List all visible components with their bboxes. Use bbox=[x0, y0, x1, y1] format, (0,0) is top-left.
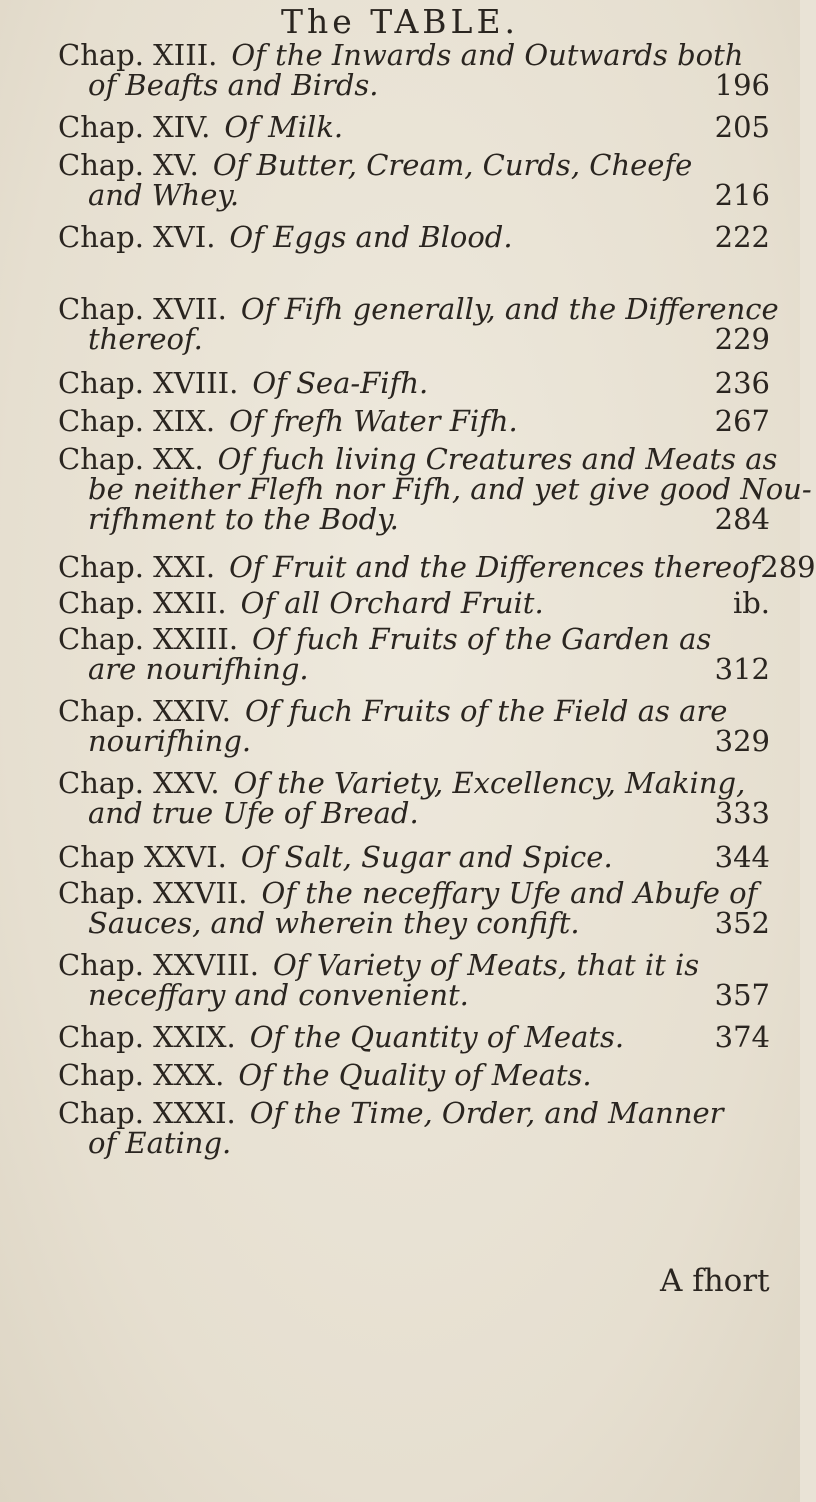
toc-line bbox=[58, 876, 770, 910]
toc-line bbox=[58, 220, 770, 254]
toc-line bbox=[58, 550, 816, 584]
toc-line bbox=[58, 68, 770, 102]
chapter-number: Chap. XXIV. bbox=[58, 694, 231, 728]
chapter-title: Of fuch Fruits of the Garden as bbox=[252, 622, 712, 656]
toc-entry bbox=[58, 586, 770, 620]
chapter-title: are nourifhing. bbox=[88, 652, 309, 686]
page-number: 344 bbox=[714, 840, 770, 874]
chapter-number: Chap. XVII. bbox=[58, 292, 227, 326]
chapter-title: Of the Time, Order, and Manner bbox=[249, 1096, 724, 1130]
toc-line bbox=[58, 796, 770, 830]
toc-line bbox=[58, 442, 778, 476]
chapter-title: Of Butter, Cream, Curds, Cheefe bbox=[212, 148, 693, 182]
toc-line bbox=[58, 110, 770, 144]
toc-line bbox=[58, 366, 770, 400]
page-number: 236 bbox=[714, 366, 770, 400]
chapter-title: and Whey. bbox=[88, 178, 240, 212]
chapter-title: of Beafts and Birds. bbox=[88, 68, 379, 102]
toc-entry bbox=[58, 694, 770, 758]
toc-line bbox=[58, 178, 770, 212]
chapter-title: Of the Quantity of Meats. bbox=[249, 1020, 625, 1054]
toc-entry bbox=[58, 766, 770, 830]
toc-entry bbox=[58, 876, 770, 940]
page-number: 229 bbox=[714, 322, 770, 356]
page-header: The TABLE. bbox=[280, 2, 520, 41]
toc-line bbox=[58, 906, 770, 940]
chapter-title: Of Fifh generally, and the Difference bbox=[240, 292, 779, 326]
chapter-title: Of the Quality of Meats. bbox=[238, 1058, 592, 1092]
toc-line bbox=[58, 766, 770, 800]
chapter-number: Chap. XX. bbox=[58, 442, 204, 476]
toc-entry bbox=[58, 1020, 770, 1054]
chapter-title: Of fuch living Creatures and Meats as bbox=[217, 442, 778, 476]
chapter-title: Of the Variety, Excellency, Making, bbox=[233, 766, 746, 800]
chapter-title: and true Ufe of Bread. bbox=[88, 796, 419, 830]
toc-entry bbox=[58, 110, 770, 144]
toc-entry bbox=[58, 366, 770, 400]
chapter-number: Chap. XVI. bbox=[58, 220, 216, 254]
catchword: A fhort bbox=[660, 1263, 770, 1299]
toc-entry bbox=[58, 38, 770, 102]
chapter-title: Of Eggs and Blood. bbox=[229, 220, 513, 254]
chapter-title: Of fuch Fruits of the Field as are bbox=[245, 694, 728, 728]
toc-entry bbox=[58, 404, 770, 438]
chapter-title: thereof. bbox=[88, 322, 203, 356]
page-number: 312 bbox=[714, 652, 770, 686]
page-number: 284 bbox=[714, 502, 770, 536]
toc-entry bbox=[58, 622, 770, 686]
toc-entry bbox=[58, 1058, 770, 1092]
toc-entry bbox=[58, 948, 770, 1012]
toc-entry bbox=[58, 550, 816, 584]
chapter-title: rifhment to the Body. bbox=[88, 502, 399, 536]
toc-line bbox=[58, 724, 770, 758]
chapter-title: Of Milk. bbox=[224, 110, 344, 144]
page-number: 205 bbox=[714, 110, 770, 144]
toc-entry bbox=[58, 442, 812, 536]
chapter-number: Chap. XXI. bbox=[58, 550, 216, 584]
page-number: 267 bbox=[714, 404, 770, 438]
chapter-number: Chap. XIX. bbox=[58, 404, 216, 438]
chapter-title: Of Fruit and the Differences thereof bbox=[229, 550, 761, 584]
chapter-number: Chap. XVIII. bbox=[58, 366, 239, 400]
chapter-title: Of Salt, Sugar and Spice. bbox=[240, 840, 613, 874]
toc-line bbox=[58, 652, 770, 686]
chapter-title: Of frefh Water Fifh. bbox=[229, 404, 518, 438]
chapter-number: Chap. XXVIII. bbox=[58, 948, 259, 982]
toc-line bbox=[58, 1020, 770, 1054]
toc-line bbox=[58, 148, 770, 182]
chapter-title: Sauces, and wherein they confift. bbox=[88, 906, 580, 940]
chapter-number: Chap. XXIX. bbox=[58, 1020, 236, 1054]
toc-line bbox=[58, 292, 779, 326]
toc-line bbox=[58, 1126, 770, 1160]
toc-entry bbox=[58, 292, 779, 356]
chapter-number: Chap. XV. bbox=[58, 148, 199, 182]
toc-line bbox=[58, 586, 770, 620]
chapter-number: Chap. XIV. bbox=[58, 110, 211, 144]
toc-line bbox=[58, 978, 770, 1012]
chapter-title: Of the neceffary Ufe and Abufe of bbox=[261, 876, 758, 910]
toc-line bbox=[58, 840, 770, 874]
chapter-number: Chap. XXV. bbox=[58, 766, 220, 800]
chapter-title: Of Sea-Fifh. bbox=[252, 366, 429, 400]
toc-line bbox=[58, 472, 812, 506]
page-number: 289 bbox=[760, 550, 816, 584]
toc-line bbox=[58, 948, 770, 982]
chapter-number: Chap. XXXI. bbox=[58, 1096, 236, 1130]
chapter-title: be neither Flefh nor Fifh, and yet give good Nou- bbox=[88, 472, 812, 506]
toc-line bbox=[58, 694, 770, 728]
page-number: 329 bbox=[714, 724, 770, 758]
toc-line bbox=[58, 322, 770, 356]
toc-line bbox=[58, 622, 770, 656]
chapter-number: Chap. XIII. bbox=[58, 38, 218, 72]
toc-entry bbox=[58, 220, 770, 254]
toc-line bbox=[58, 1058, 770, 1092]
toc-entry bbox=[58, 148, 770, 212]
page-number: 196 bbox=[714, 68, 770, 102]
toc-line bbox=[58, 502, 770, 536]
toc-line bbox=[58, 404, 770, 438]
chapter-number: Chap XXVI. bbox=[58, 840, 227, 874]
page-number: 222 bbox=[714, 220, 770, 254]
page-number: 374 bbox=[714, 1020, 770, 1054]
chapter-number: Chap. XXII. bbox=[58, 586, 227, 620]
page-number: 333 bbox=[714, 796, 770, 830]
page-number: 216 bbox=[714, 178, 770, 212]
chapter-title: nourifhing. bbox=[88, 724, 252, 758]
toc-line bbox=[58, 38, 770, 72]
chapter-number: Chap. XXVII. bbox=[58, 876, 248, 910]
toc-entry bbox=[58, 1096, 770, 1160]
chapter-title: of Eating. bbox=[88, 1126, 232, 1160]
chapter-number: Chap. XXIII. bbox=[58, 622, 239, 656]
chapter-title: Of Variety of Meats, that it is bbox=[272, 948, 700, 982]
page-number: 352 bbox=[714, 906, 770, 940]
chapter-number: Chap. XXX. bbox=[58, 1058, 225, 1092]
page-number: ib. bbox=[732, 586, 770, 620]
chapter-title: Of the Inwards and Outwards both bbox=[231, 38, 744, 72]
toc-line bbox=[58, 1096, 770, 1130]
toc-entry bbox=[58, 840, 770, 874]
chapter-title: Of all Orchard Fruit. bbox=[240, 586, 544, 620]
page-number: 357 bbox=[714, 978, 770, 1012]
chapter-title: neceffary and convenient. bbox=[88, 978, 469, 1012]
